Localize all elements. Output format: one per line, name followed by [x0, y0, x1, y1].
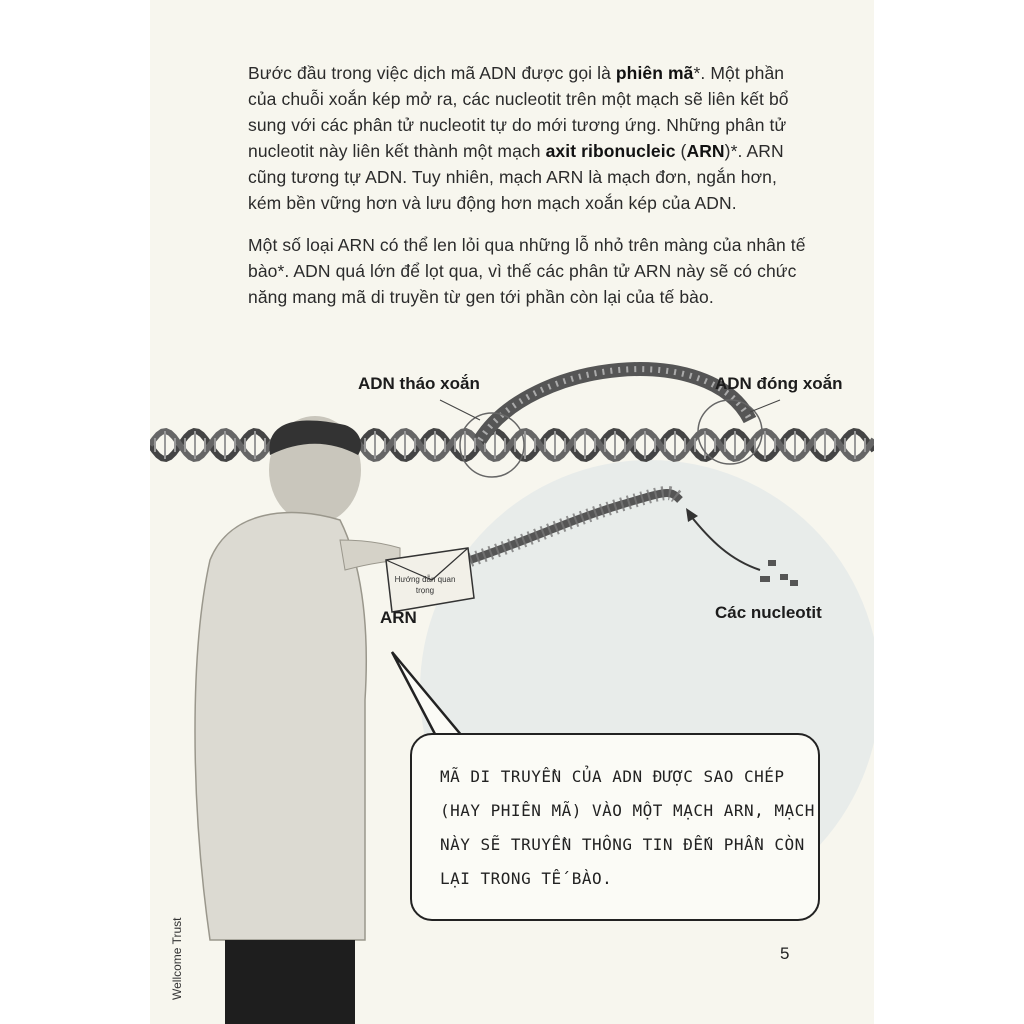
scientist-figure	[195, 416, 400, 1024]
dna-helix	[150, 431, 874, 459]
term-rna: ARN	[686, 141, 725, 161]
unwind-pointer	[440, 400, 480, 420]
text-span: (	[675, 141, 687, 161]
page-number: 5	[780, 944, 790, 963]
label-nucleotides: Các nucleotit	[715, 603, 822, 622]
speech-bubble-text: MÃ DI TRUYỀN CỦA ADN ĐƯỢC SAO CHÉP (HAY PHIÊN MÃ) VÀO MỘT MẠCH ARN, MẠCH NÀY SẼ TRUYỀN THÔNG TIN ĐẾN PHẦN CÒN LẠI TRONG TẾ BÀO.	[440, 767, 815, 888]
term-transcription: phiên mã	[615, 63, 694, 83]
rewind-pointer	[750, 400, 780, 412]
text-span: *. Một phần của chuỗi xoắn kép mở ra, các nucleotit trên một mạch sẽ liên kết bổ sung với các phân tử nucleotit tự do mới tương ứng. Những phân tử nucleotit này liên kết thành một mạch	[248, 63, 789, 161]
book-page	[150, 0, 874, 1024]
text-span: Bước đầu trong việc dịch mã ADN được gọi là	[248, 63, 616, 83]
label-dna-rewind: ADN đóng xoắn	[715, 374, 843, 393]
paragraph-rna-role: Một số loại ARN có thể len lỏi qua những lỗ nhỏ trên màng của nhân tế bào*. ADN quá lớn để lọt qua, vì thế các phân tử ARN này sẽ có chức năng mang mã di truyền từ gen tới phần còn lại của tế bào.	[248, 235, 806, 307]
photo-credit: Wellcome Trust	[170, 917, 184, 1000]
text-span: )*. ARN cũng tương tự ADN. Tuy nhiên, mạch ARN là mạch đơn, ngắn hơn, kém bền vững hơn và lưu động hơn mạch xoắn kép của ADN.	[248, 141, 784, 213]
label-rna: ARN	[380, 608, 417, 627]
term-rna-full: axit ribonucleic	[545, 141, 676, 161]
label-dna-unwind: ADN tháo xoắn	[358, 374, 480, 393]
envelope-label: Hướng dẫn quan trọng	[394, 575, 456, 595]
